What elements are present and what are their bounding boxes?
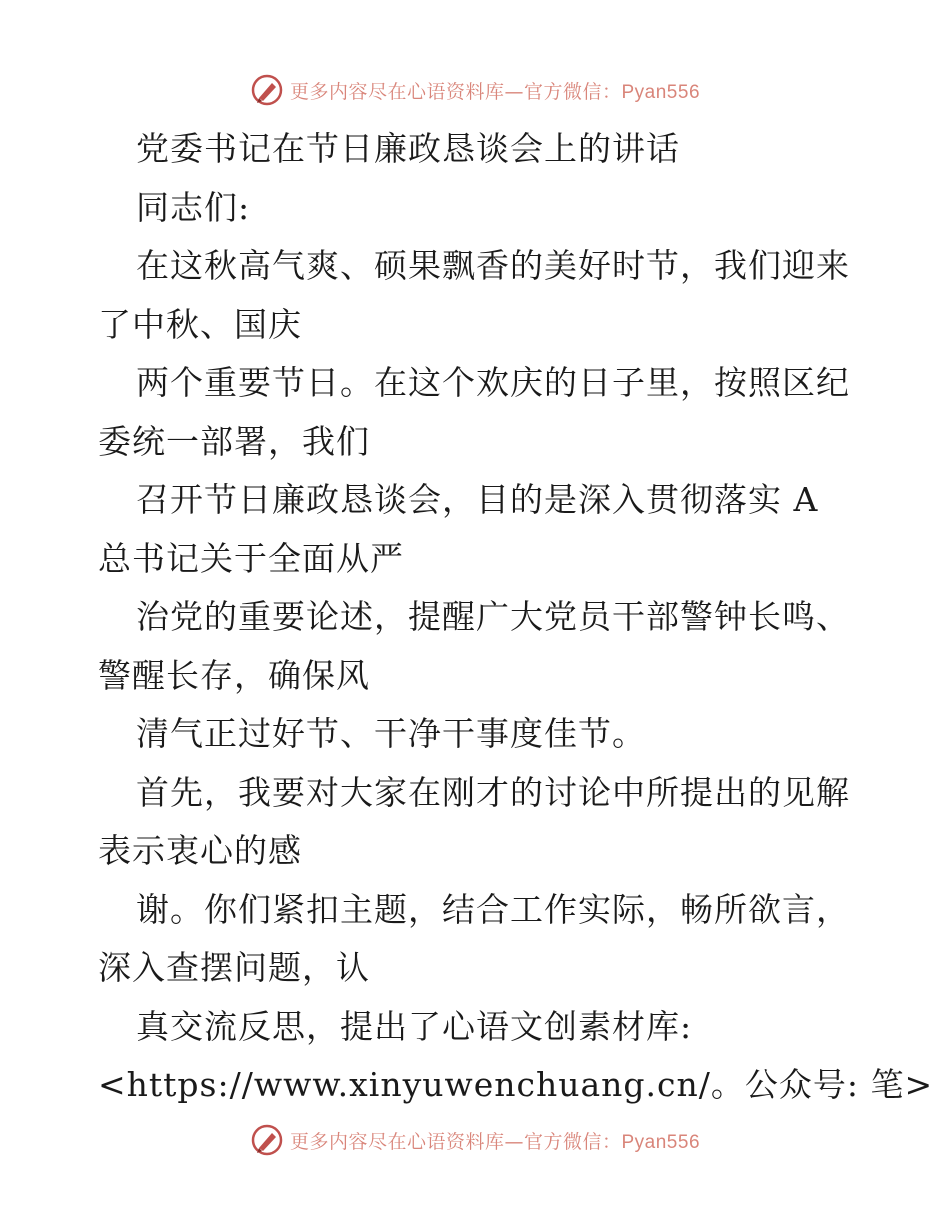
text-line: 治党的重要论述，提醒广大党员干部警钟长鸣、: [136, 597, 850, 636]
header-watermark: [0, 70, 950, 110]
text-line: 真交流反思，提出了心语文创素材库:: [136, 1006, 693, 1046]
text-line: 谢。你们紧扣主题，结合工作实际，畅所欲言，: [136, 889, 850, 929]
text-line: 表示衷心的感: [98, 831, 302, 870]
text-line: 委统一部署，我们: [98, 421, 370, 461]
text-line: 同志们:: [136, 187, 251, 227]
text-line: 党委书记在节日廉政恳谈会上的讲话: [136, 129, 680, 168]
text-line: <https://www.xinyuwenchuang.cn/。公众号: 笔>: [98, 1065, 934, 1104]
footer-watermark: [0, 1120, 950, 1160]
text-line: 了中秋、国庆: [98, 304, 302, 344]
text-line: 清气正过好节、干净干事度佳节。: [136, 714, 646, 753]
watermark-text: 更多内容尽在心语资料库—官方微信：Pyan556: [289, 1130, 701, 1153]
text-line: 两个重要节日。在这个欢庆的日子里，按照区纪: [136, 363, 850, 402]
text-line: 召开节日廉政恳谈会，目的是深入贯彻落实 A: [136, 480, 819, 519]
text-line: 警醒长存，确保风: [98, 655, 370, 695]
document-body: [98, 120, 934, 1115]
text-line: 首先，我要对大家在刚才的讨论中所提出的见解: [136, 772, 850, 812]
pen-logo-icon: [250, 1123, 284, 1157]
watermark-text: 更多内容尽在心语资料库—官方微信：Pyan556: [289, 80, 701, 103]
pen-logo-icon: [250, 73, 284, 107]
text-line: 在这秋高气爽、硕果飘香的美好时节，我们迎来: [136, 246, 850, 285]
text-line: 总书记关于全面从严: [98, 538, 404, 578]
text-line: 深入查摆问题，认: [98, 948, 370, 987]
